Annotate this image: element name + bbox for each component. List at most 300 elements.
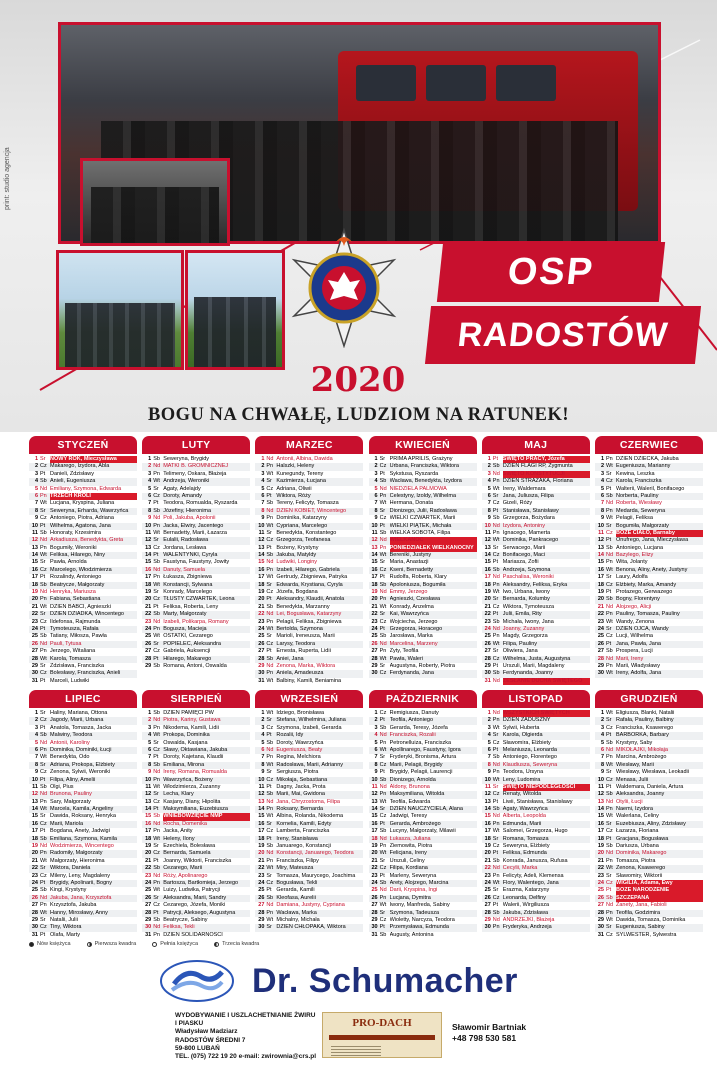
day-number: 10 [484, 522, 491, 529]
day-number: 18 [258, 581, 265, 588]
name-day: Prospera, Lucji [616, 648, 653, 655]
day-row [369, 545, 477, 552]
day-row [482, 747, 590, 754]
name-day: Zenona, Ksawerego [616, 865, 666, 872]
weekday: Nd [266, 559, 274, 566]
name-day: Filipa, Kordiana [389, 865, 428, 872]
weekday: Sb [606, 596, 613, 603]
weekday: Cz [492, 552, 500, 559]
weekday: Pn [153, 574, 160, 581]
name-day: Doroty, Wawrzyńca [276, 739, 324, 746]
day-row [255, 717, 363, 724]
weekday: Pt [492, 559, 498, 566]
day-number: 23 [145, 872, 152, 879]
weekday: Cz [379, 670, 387, 677]
day-row [255, 740, 363, 747]
day-number: 15 [597, 813, 604, 820]
day-row [142, 865, 250, 872]
name-day: Antoniego, Piotra, Adriana [50, 515, 114, 522]
day-number: 28 [145, 655, 152, 662]
weekday: Sb [266, 843, 274, 850]
day-number: 27 [145, 902, 152, 909]
name-day: Maksymiliana, Witolda [389, 791, 445, 798]
name-day: Grzegorza, Teofanesa [276, 537, 331, 544]
name-day: Dagny, Jacka, Prota [276, 783, 326, 790]
day-row [255, 633, 363, 640]
name-day: Wacława, Benedykta, Izydora [389, 478, 462, 485]
weekday: Pn [153, 828, 160, 835]
name-day: Lucjana, Dymitra [389, 894, 431, 901]
weekday: Sb [606, 544, 613, 551]
name-day: Romana, Antoni, Oswalda [163, 662, 227, 669]
day-row [369, 917, 477, 924]
day-number: 23 [258, 618, 265, 625]
day-row [369, 710, 477, 717]
day-number: 30 [597, 670, 604, 677]
name-day: OSTATKI, Cezarego [163, 633, 213, 640]
weekday: Nd [606, 746, 614, 753]
weekday: Wt [606, 463, 613, 470]
day-row [142, 648, 250, 655]
day-row [142, 515, 250, 522]
day-row [255, 769, 363, 776]
weekday: Wt [379, 902, 387, 909]
name-day: Benedykta, Marzanny [276, 603, 330, 610]
name-day: Laury, Adolfa [616, 574, 648, 581]
weekday: Pn [492, 924, 500, 931]
first-quarter-icon [87, 942, 92, 947]
weekday: Śr [379, 507, 386, 514]
day-number: 11 [145, 529, 152, 536]
weekday: Śr [266, 581, 272, 588]
day-number: 6 [34, 492, 38, 499]
day-number: 28 [145, 909, 152, 916]
name-day: Krystyny, Saby [616, 739, 653, 746]
weekday: Cz [606, 633, 613, 640]
name-day: Kingi, Krystyny [50, 887, 87, 894]
weekday: Nd [492, 865, 500, 872]
day-row [142, 850, 250, 857]
name-day: DZIEŃ KOBIET, Wincentego [276, 507, 347, 514]
day-row [255, 924, 363, 931]
weekday: Nd [379, 537, 387, 544]
name-day: Kai, Wawrzyńca [389, 611, 429, 618]
name-day: Aleksandra, Joanny [616, 791, 665, 798]
day-number: 8 [34, 761, 38, 768]
weekday: Pt [492, 902, 498, 909]
day-row [369, 910, 477, 917]
name-day: Maria, Anastazji [389, 559, 429, 566]
day-row [595, 799, 703, 806]
day-number: 30 [371, 924, 378, 931]
day-number: 27 [597, 648, 604, 655]
day-number: 18 [145, 581, 152, 588]
name-day: Romana, Tomasza [502, 835, 549, 842]
day-number: 31 [145, 931, 152, 938]
name-day: Filipa, Aliny, Amelii [50, 776, 96, 783]
name-day: Hanny, Mirosławy, Anny [50, 909, 108, 916]
name-day: BOŻE CIAŁO, Barnaby [616, 530, 703, 537]
day-number: 3 [34, 724, 38, 731]
day-number: 17 [484, 574, 491, 581]
name-day: Aniela, Amadeusza [276, 670, 324, 677]
weekday: Cz [379, 463, 387, 470]
day-row [595, 463, 703, 470]
weekday: Sb [379, 879, 387, 886]
name-day: Feliksa, Roberta, Leny [163, 603, 219, 610]
day-number: 15 [145, 813, 152, 820]
day-row [595, 596, 703, 603]
weekday: Śr [606, 872, 612, 879]
weekday: Pt [266, 648, 272, 655]
name-day: Dawida, Roksany, Henryka [50, 813, 116, 820]
weekday: Pn [379, 894, 387, 901]
weekday: Cz [153, 596, 160, 603]
day-number: 25 [145, 633, 152, 640]
sponsor-info-line: I PIASKU [175, 1020, 204, 1028]
day-row [482, 754, 590, 761]
day-number: 26 [145, 894, 152, 901]
weekday: Pt [40, 776, 46, 783]
name-day: Wioletty, Narcyza, Teodora [389, 916, 455, 923]
name-day: Piotra, Kariny, Gustawa [163, 717, 221, 724]
day-row [255, 725, 363, 732]
day-number: 19 [484, 843, 491, 850]
weekday: Wt [379, 552, 387, 559]
day-row [369, 873, 477, 880]
weekday: Sb [266, 603, 274, 610]
name-day: Aleksandry, Feliksa, Eryka [502, 581, 568, 588]
day-row [142, 717, 250, 724]
day-number: 7 [487, 500, 491, 507]
weekday: Pt [492, 662, 498, 669]
day-row [595, 582, 703, 589]
name-day: Aleksandry, Klaudii, Anatola [276, 596, 345, 603]
day-row [482, 740, 590, 747]
weekday: Pt [40, 574, 46, 581]
name-day: PRIMA APRILIS, Grażyny [389, 456, 453, 462]
day-number: 12 [258, 791, 265, 798]
weekday: Śr [40, 813, 46, 820]
day-row [142, 589, 250, 596]
name-day: Flory, Walentego, Jana [502, 879, 559, 886]
month-title: GRUDZIEŃ [595, 690, 703, 708]
name-day: Marcina, Ambrożego [616, 754, 667, 761]
day-row [29, 619, 137, 626]
day-row [29, 523, 137, 530]
day-row [369, 508, 477, 515]
name-day: Walerii, Wirgiliusza [502, 902, 550, 909]
name-day: Fabiana, Sebastiana [50, 596, 101, 603]
day-number: 2 [600, 463, 604, 470]
day-number: 11 [145, 783, 152, 790]
day-row [482, 604, 590, 611]
weekday: Nd [379, 640, 387, 647]
day-row [29, 858, 137, 865]
name-day: Michalny, Michała [276, 916, 320, 923]
name-day: Maksymiliana, Euzebiusza [163, 806, 228, 813]
day-number: 13 [371, 544, 378, 551]
day-row [482, 895, 590, 902]
weekday: Nd [153, 515, 161, 522]
day-number: 13 [258, 544, 265, 551]
weekday: Wt [266, 574, 274, 581]
day-row [29, 493, 137, 500]
day-number: 8 [34, 507, 38, 514]
day-row [595, 865, 703, 872]
weekday: Wt [266, 916, 274, 923]
weekday: Sb [266, 655, 274, 662]
weekday: Cz [379, 916, 387, 923]
day-row [595, 895, 703, 902]
name-day: WIELKA SOBOTA, Filipa [389, 529, 451, 536]
name-day: Marleny, Seweryna [389, 872, 437, 879]
day-number: 19 [597, 589, 604, 596]
name-day: Bogny, Florentyny [616, 596, 660, 603]
day-row [29, 880, 137, 887]
weekday: Śr [153, 485, 159, 492]
day-number: 5 [148, 739, 152, 746]
day-number: 9 [148, 515, 152, 522]
day-number: 23 [484, 872, 491, 879]
month-block [482, 690, 590, 940]
day-row [255, 747, 363, 754]
name-day: Anatola, Tomasza, Jacka [50, 724, 112, 731]
name-day: Arkadiusza, Benedykta, Greta [50, 537, 124, 544]
day-row [369, 515, 477, 522]
name-day: Sławy, Oktawiana, Jakuba [163, 746, 228, 753]
day-row [595, 530, 703, 537]
day-list [29, 454, 137, 685]
name-day: Halszki, Heleny [276, 463, 315, 470]
name-day: ŚWIĘTO NIEPODLEGŁOŚCI [503, 784, 590, 791]
name-day: Beatrycze, Sabiny [163, 916, 208, 923]
sponsor-info-line: Władysław Madziarz [175, 1028, 238, 1036]
weekday: Sb [153, 456, 160, 462]
name-day: Seweryna, Elżbiety [502, 843, 550, 850]
team-photo-small-1 [80, 158, 230, 246]
weekday: Wt [153, 732, 160, 739]
day-number: 15 [371, 813, 378, 820]
name-day: Wilhelma, Agatona, Jana [50, 522, 111, 529]
name-day: Sykstusa, Ryszarda [389, 470, 439, 477]
day-row [482, 663, 590, 670]
weekday: Sb [266, 894, 274, 901]
day-row [482, 515, 590, 522]
schumacher-logo-icon [160, 960, 234, 1002]
name-day: Marii, Ireny [616, 655, 644, 662]
day-row [369, 471, 477, 478]
day-row [142, 732, 250, 739]
day-row [369, 732, 477, 739]
name-day: Teofila, Edwarda [389, 798, 431, 805]
day-number: 6 [148, 746, 152, 753]
day-number: 1 [487, 710, 491, 716]
name-day: Bertolda, Szymona [276, 625, 323, 632]
day-number: 30 [484, 670, 491, 677]
day-number: 1 [261, 710, 265, 716]
sponsor-info-line: RADOSTÓW ŚREDNI 7 [175, 1036, 246, 1044]
weekday: Pn [153, 625, 160, 632]
day-row [29, 486, 137, 493]
weekday: Śr [379, 559, 386, 566]
weekday: Pt [379, 574, 385, 581]
name-day: Ireny, Romana, Romualda [163, 769, 227, 776]
day-number: 5 [34, 485, 38, 492]
name-day: Feliksa, Tekli [163, 924, 195, 931]
day-number: 29 [371, 916, 378, 923]
day-row [142, 858, 250, 865]
weekday: Nd [266, 746, 274, 753]
day-row [142, 508, 250, 515]
name-day: Serwacego, Marii [502, 544, 546, 551]
name-day: Menasa, Julii [616, 776, 649, 783]
day-row [369, 887, 477, 894]
name-day: Izabeli, Hilarego, Gabriela [276, 566, 340, 573]
weekday: Cz [379, 813, 387, 820]
name-day: Ireny, Adolfa, Jana [616, 670, 662, 677]
month-title: KWIECIEŃ [369, 436, 477, 454]
weekday: Cz [379, 761, 387, 768]
weekday: Cz [266, 537, 274, 544]
month-title: CZERWIEC [595, 436, 703, 454]
day-row [595, 537, 703, 544]
weekday: Wt [40, 754, 47, 761]
day-number: 18 [31, 835, 38, 842]
weekday: Sb [266, 791, 274, 798]
weekday: Cz [40, 515, 47, 522]
weekday: Wt [492, 724, 500, 731]
day-row [482, 821, 590, 828]
day-number: 13 [145, 798, 152, 805]
name-day: Franciszka, Ksawerego [616, 724, 674, 731]
day-row [29, 725, 137, 732]
name-day: Dariusza, Urbana [616, 843, 659, 850]
weekday: Śr [40, 456, 46, 462]
day-number: 29 [145, 662, 152, 669]
name-day: NIEDZIELA PALMOWA [389, 485, 447, 492]
weekday: Sb [153, 813, 160, 820]
name-day: Tomasza, Piotra [616, 857, 656, 864]
name-day: Marcelina, Marzeny [389, 640, 438, 647]
name-day: Gertrudy, Zbigniewa, Patryka [276, 574, 348, 581]
weekday: Nd [379, 732, 387, 739]
weekday: Wt [40, 500, 47, 507]
day-number: 12 [484, 791, 491, 798]
last-quarter-icon [214, 942, 219, 947]
day-number: 26 [484, 894, 491, 901]
name-day: Ireny, Stanisława [276, 835, 318, 842]
weekday: Wt [153, 835, 160, 842]
day-row [255, 641, 363, 648]
name-day: Lucyny, Małgorzaty, Milawii [389, 828, 456, 835]
name-day: Felicyty, Adeli, Klemensa [502, 872, 564, 879]
weekday: Śr [40, 662, 46, 669]
title-osp: OSP [437, 242, 665, 302]
name-day: DZIEŃ DZIADKA, Wincentego [50, 611, 124, 618]
day-row [482, 880, 590, 887]
day-number: 28 [484, 655, 491, 662]
name-day: Bernarda, Samuela [163, 850, 211, 857]
day-row [142, 486, 250, 493]
day-row [29, 678, 137, 685]
day-number: 16 [371, 566, 378, 573]
day-row [482, 589, 590, 596]
weekday: Nd [379, 887, 387, 894]
day-number: 12 [484, 537, 491, 544]
weekday: Śr [492, 596, 499, 603]
name-day: DZIEŃ FLAGI RP, Zygmunta [502, 463, 573, 470]
day-row [142, 530, 250, 537]
weekday: Pn [266, 566, 274, 573]
day-row [29, 641, 137, 648]
day-number: 7 [261, 500, 265, 507]
day-number: 18 [31, 581, 38, 588]
name-day: DZIEŃ ZADUSZNY [502, 717, 551, 724]
day-row [142, 747, 250, 754]
name-day: Rozalii, Idy [276, 732, 304, 739]
day-row [142, 567, 250, 574]
name-day: Urszuli, Marii, Magdaleny [502, 662, 565, 669]
name-day: Rocha, Domenika [163, 820, 207, 827]
day-number: 5 [261, 739, 265, 746]
name-day: Jana, Pawła, Jana [616, 640, 661, 647]
day-row [142, 596, 250, 603]
weekday: Pn [606, 909, 613, 916]
name-day: Marcelego, Włodzimierza [50, 566, 112, 573]
name-day: Pawła, Waleri [389, 655, 424, 662]
name-day: Marii, Władysławy [616, 662, 661, 669]
day-row [595, 821, 703, 828]
name-day: Łukasza, Zbigniewa [163, 574, 212, 581]
day-number: 24 [597, 879, 604, 886]
name-day: Gerarda, Ambrożego [389, 820, 441, 827]
day-number: 14 [371, 552, 378, 559]
weekday: Sb [153, 916, 160, 923]
day-number: 8 [261, 507, 265, 514]
day-number: 23 [371, 618, 378, 625]
name-day: ŚWIĘTO PRACY, Józefa [503, 456, 590, 463]
name-day: Lucjana, Kryspina, Juliana [50, 500, 115, 507]
name-day: Klaudiusza, Seweryna [502, 761, 558, 768]
day-row [482, 493, 590, 500]
day-list [369, 454, 477, 678]
month-block [595, 436, 703, 686]
name-day: Marcela, Kamila, Angeliny [50, 806, 114, 813]
weekday: Nd [153, 924, 161, 931]
name-day: Łukasza, Juliana [389, 835, 431, 842]
day-row [595, 843, 703, 850]
day-row [369, 769, 477, 776]
day-number: 9 [374, 769, 378, 776]
day-row [142, 463, 250, 470]
name-day: Patrycji, Aleksego, Augustyna [163, 909, 236, 916]
day-number: 17 [258, 574, 265, 581]
name-day: Regina, Melchiora [276, 754, 321, 761]
weekday: Pt [606, 640, 612, 647]
day-row [29, 865, 137, 872]
weekday: Sb [379, 931, 387, 938]
day-list [142, 454, 250, 670]
weekday: Wt [606, 710, 613, 716]
day-number: 18 [258, 835, 265, 842]
day-row [29, 895, 137, 902]
weekday: Cz [266, 485, 274, 492]
day-row [595, 762, 703, 769]
weekday: Cz [492, 500, 500, 507]
weekday: Sb [492, 754, 500, 761]
weekday: Śr [266, 872, 272, 879]
